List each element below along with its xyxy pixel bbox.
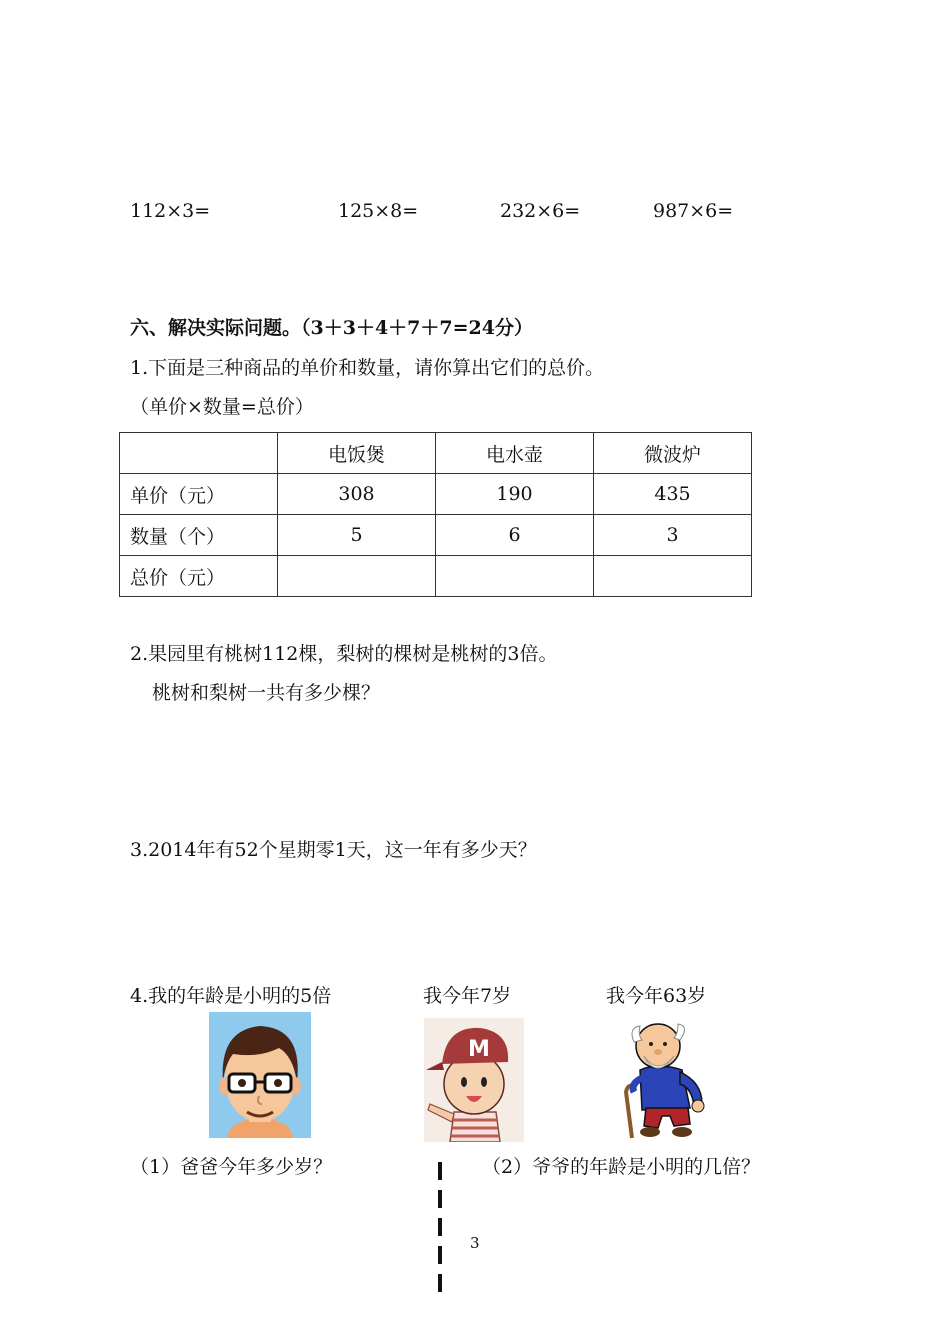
table-cell: 3	[594, 515, 752, 556]
q1-text: 1.下面是三种商品的单价和数量，请你算出它们的总价。	[130, 357, 605, 379]
dad-picture	[209, 1012, 311, 1138]
dashed-divider	[438, 1162, 442, 1292]
table-row	[120, 515, 752, 556]
table-header: 微波炉	[594, 433, 752, 474]
table-row	[120, 474, 752, 515]
table-cell: 308	[278, 474, 436, 515]
table-cell	[120, 433, 278, 474]
q2-line1: 2.果园里有桃树112棵，梨树的棵树是桃树的3倍。	[130, 643, 558, 665]
table-header: 电饭煲	[278, 433, 436, 474]
grandpa-speech: 我今年63岁	[606, 985, 707, 1007]
table-row	[120, 556, 752, 597]
table-header: 电水壶	[436, 433, 594, 474]
answer-cell[interactable]	[436, 556, 594, 597]
q1-formula: （单价×数量=总价）	[130, 396, 314, 418]
table-cell: 6	[436, 515, 594, 556]
q4-intro: 4.我的年龄是小明的5倍	[130, 985, 332, 1007]
row-label: 单价（元）	[120, 474, 278, 515]
table-header-row	[120, 433, 752, 474]
section-title: 六、解决实际问题。（3＋3＋4＋7＋7=24分）	[130, 317, 533, 339]
row-label: 总价（元）	[120, 556, 278, 597]
answer-cell[interactable]	[594, 556, 752, 597]
q3-text: 3.2014年有52个星期零1天，这一年有多少天？	[130, 839, 537, 861]
calc-4: 987×6=	[653, 200, 734, 222]
q2-line2: 桃树和梨树一共有多少棵？	[152, 682, 381, 704]
table-cell: 190	[436, 474, 594, 515]
price-table	[119, 432, 752, 597]
table-cell: 5	[278, 515, 436, 556]
calc-2: 125×8=	[338, 200, 419, 222]
q4-sub2: （2）爷爷的年龄是小明的几倍？	[482, 1156, 761, 1178]
kid-picture	[424, 1018, 524, 1142]
row-label: 数量（个）	[120, 515, 278, 556]
page-number: 3	[470, 1234, 480, 1252]
answer-cell[interactable]	[278, 556, 436, 597]
calc-1: 112×3=	[130, 200, 211, 222]
q4-sub1: （1）爸爸今年多少岁？	[130, 1156, 333, 1178]
svg-text:M: M	[468, 1037, 490, 1062]
calc-3: 232×6=	[500, 200, 581, 222]
table-cell: 435	[594, 474, 752, 515]
kid-speech: 我今年7岁	[423, 985, 512, 1007]
grandpa-picture	[618, 1012, 708, 1140]
